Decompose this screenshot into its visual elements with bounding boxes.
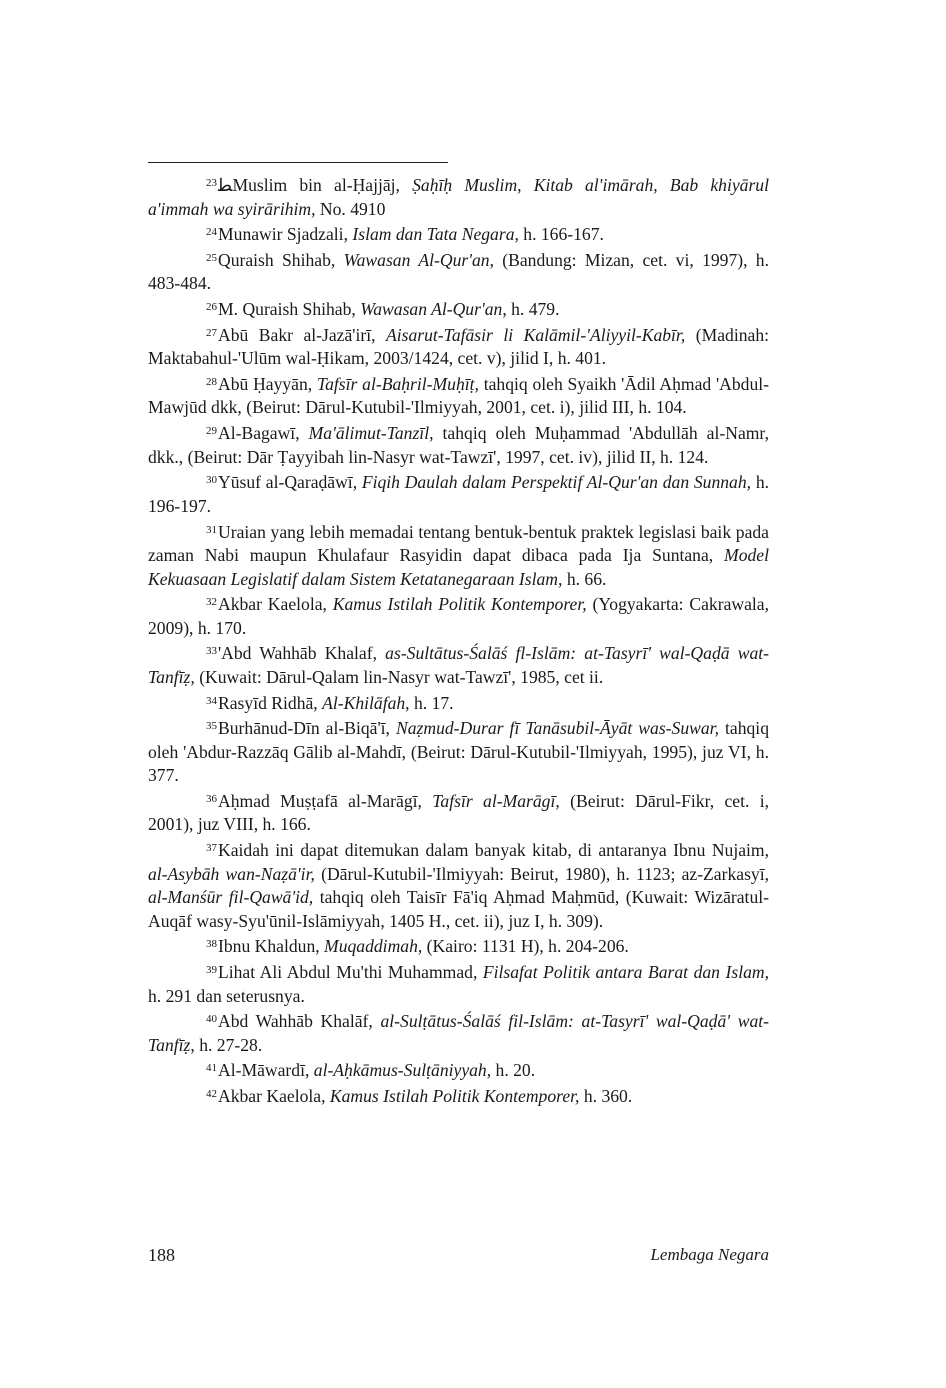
footnote-text: Abū Bakr al-Jazā'irī, (218, 324, 386, 345)
footnote-text: M. Quraish Shihab, (218, 299, 361, 320)
footnote-number: 40 (206, 1013, 217, 1026)
footnote-text: (Madinah: Maktabahul-'Ulūm wal-Ḥikam, 2003/1424, cet. v), jilid I, h. 401. (148, 324, 770, 369)
footnote-text: Lihat Ali Abdul Mu'thi Muhammad, (218, 962, 483, 982)
footnote-number: 25 (206, 251, 217, 264)
footnote-title: Al-Khilāfah, (322, 692, 410, 713)
footnote-text: Kaidah ini dapat ditemukan dalam banyak kitab, di antaranya Ibnu Nujaim, (218, 840, 769, 861)
footnote-text: No. 4910 (315, 198, 386, 219)
footnote-number: 39 (206, 964, 217, 976)
footnote-40 (148, 1010, 769, 1057)
footnote-35 (148, 717, 769, 788)
footnote-title: Islam dan Tata Negara, (352, 224, 519, 245)
footnote-text: Ibnu Khaldun, (218, 936, 325, 957)
footnote-number: 28 (206, 375, 217, 388)
footnote-number: 33 (206, 645, 217, 658)
footnote-text: h. 291 dan seterusnya. (148, 985, 305, 1006)
footnote-title: al-Aḥkāmus-Sulṭāniyyah, (313, 1060, 492, 1081)
footnote-number: 41 (206, 1062, 217, 1075)
footnote-number: 30 (206, 474, 217, 487)
footnote-title: Muqaddimah, (324, 936, 423, 957)
footnote-text: , (Bandung: Mizan, cet. vi, 1997), h. 483-484. (148, 249, 770, 294)
footnote-title: Wawasan Al-Qur'an (360, 299, 503, 320)
footnote-30 (148, 471, 769, 518)
footnote-separator-rule (148, 162, 448, 163)
footnote-title: al-Asybāh wan-Naẓā'ir, (148, 863, 315, 884)
footnote-title: Model Kekuasaan Legislatif dalam Sistem Ketatanegaraan Islam, (148, 545, 769, 589)
footnote-text: h. 166-167. (518, 224, 604, 245)
footnote-34 (148, 692, 769, 716)
footnote-title: as-Sultātus-Śalāś fl-Islām: at-Tasyrī' wal-Qaḍā wat-Tanfīẓ, (148, 643, 769, 687)
footnote-title: al-Sulṭātus-Śalāś fil-Islām: at-Tasyrī' wal-Qaḍā' wat-Tanfīẓ (148, 1011, 769, 1055)
footnote-text: Rasyīd Ridhā, (218, 692, 323, 713)
footnote-39 (148, 961, 769, 1008)
footnote-title: Naẓmud-Durar fī Tanāsubil-Āyāt was-Suwar, (395, 718, 719, 739)
footnote-32 (148, 593, 769, 640)
footnote-text: Abd Wahhāb Khalāf, (218, 1011, 381, 1032)
footnote-36 (148, 790, 769, 837)
footnote-number: 29 (206, 425, 217, 438)
footnote-28 (148, 373, 769, 420)
footnote-title: Kamus Istilah Politik Kontemporer, (329, 1086, 580, 1107)
footnote-text: h. 360. (579, 1086, 633, 1107)
footnote-31 (148, 521, 769, 592)
footnote-text: tahqiq oleh Muḥammad 'Abdullāh al-Namr, dkk., (Beirut: Dār Ṭayyibah lin-Nasyr wat-Tawzī', 1997, cet. iv), jilid II, h. 124. (148, 423, 769, 467)
footnote-title: Fiqih Daulah dalam Perspektif Al-Qur'an dan Sunnah, (361, 472, 752, 493)
footnote-text: Uraian yang lebih memadai tentang bentuk-bentuk praktek legislasi baik pada zaman Nabi maupun Khulafaur Rasyidin dapat dibaca pada Ija Suntana, (148, 521, 769, 565)
footnote-text: 'Abd Wahhāb Khalaf, (218, 643, 386, 664)
footnote-text: h. 17. (409, 692, 454, 713)
footnote-38 (148, 935, 769, 959)
footnote-title: Filsafat Politik antara Barat dan Islam, (482, 962, 769, 982)
footnote-text: tahqiq oleh Taisīr Fā'iq Aḥmad Maḥmūd, (Kuwait: Wizāratul-Auqāf wasy-Syu'ūnil-Islāmiyyah, 1405 H., cet. ii), juz I, h. 309). (148, 887, 769, 931)
footnote-text: (Beirut: Dārul-Fikr, cet. i, 2001), juz VIII, h. 166. (148, 790, 770, 835)
footnote-25 (148, 249, 769, 296)
footnote-text: Burhānud-Dīn al-Biqā'ī, (218, 718, 396, 739)
footnote-text: h. 196-197. (148, 472, 770, 516)
footnote-title: Wawasan Al-Qur'an (343, 249, 490, 270)
footnotes-list (148, 174, 769, 1111)
footnote-number: 24 (206, 226, 217, 239)
footnote-41 (148, 1059, 769, 1083)
footnote-text: Aḥmad Muṣṭafā al-Marāgī, (218, 790, 433, 811)
footnote-text: Al-Māwardī, (218, 1060, 314, 1081)
footnote-text: Munawir Sjadzali, (218, 224, 353, 245)
footnote-text: Yūsuf al-Qaraḍāwī, (218, 472, 362, 493)
footnote-number: 42 (206, 1088, 217, 1101)
footnote-title: Tafsīr al-Marāgī, (432, 790, 560, 811)
footnote-26 (148, 298, 769, 322)
footnote-24 (148, 223, 769, 247)
footnote-text: Akbar Kaelola, (218, 594, 333, 615)
footnote-title: Ṣaḥīḥ Muslim, Kitab al'imārah, Bab khiyārul a'immah wa syirārihim, (148, 175, 769, 219)
footnote-23 (148, 174, 769, 221)
footnote-text: tahqiq oleh Syaikh 'Ādil Aḥmad 'Abdul-Mawjūd dkk, (Beirut: Dārul-Kutubil-'Ilmiyyah, 2001, cet. i), jilid III, h. 104. (148, 373, 769, 418)
footnote-text: Akbar Kaelola, (218, 1086, 330, 1107)
footnote-text: h. 20. (491, 1060, 536, 1081)
footnote-33 (148, 642, 769, 689)
footnote-number: 34 (206, 694, 217, 707)
footnote-number: 27 (206, 326, 217, 339)
footnote-37 (148, 839, 769, 933)
footnote-number: 31 (206, 523, 217, 536)
footnote-title: Kamus Istilah Politik Kontemporer, (332, 594, 587, 615)
footnote-27 (148, 324, 769, 371)
footnote-number: 26 (206, 301, 217, 314)
running-head: Lembaga Negara (650, 1245, 769, 1264)
page-number: 188 (148, 1245, 175, 1265)
page-footer (148, 1245, 769, 1266)
footnote-number: 38 (206, 938, 217, 951)
footnote-29 (148, 422, 769, 469)
footnote-text: Quraish Shihab, (218, 249, 344, 270)
footnote-title: al-Manśūr fil-Qawā'id, (148, 887, 314, 908)
footnote-text: tahqiq oleh 'Abdur-Razzāq Gālib al-Mahdī, (Beirut: Dārul-Kutubil-'Ilmiyyah, 1995), juz VI, h. 377. (148, 718, 769, 786)
footnote-text: (Kairo: 1131 H), h. 204-206. (422, 936, 629, 957)
footnote-text: Abū Ḥayyān, (218, 373, 317, 394)
footnote-text: ﻄMuslim bin al-Ḥajjāj, (218, 175, 413, 195)
footnote-text: h. 66. (562, 568, 607, 589)
footnote-text: , h. 479. (502, 299, 560, 320)
footnote-number: 36 (206, 792, 217, 805)
footnote-number: 23 (206, 177, 217, 189)
footnote-title: Tafsīr al-Baḥril-Muḥīṭ, (316, 373, 479, 394)
footnote-text: , h. 27-28. (190, 1034, 263, 1055)
footnote-number: 32 (206, 596, 217, 609)
footnote-number: 37 (206, 842, 217, 855)
footnote-text: (Dārul-Kutubil-'Ilmiyyah: Beirut, 1980), h. 1123; az-Zarkasyī, (314, 863, 770, 884)
footnote-42 (148, 1085, 769, 1109)
footnote-text: (Kuwait: Dārul-Qalam lin-Nasyr wat-Tawzī', 1985, cet ii. (194, 666, 604, 687)
footnote-title: Aisarut-Tafāsir li Kalāmil-'Aliyyil-Kabīr, (385, 324, 686, 345)
footnote-title: Ma'ālimut-Tanzīl, (308, 423, 434, 444)
footnote-text: (Yogyakarta: Cakrawala, 2009), h. 170. (148, 594, 769, 638)
footnote-number: 35 (206, 720, 217, 733)
footnote-text: Al-Bagawī, (218, 423, 309, 444)
